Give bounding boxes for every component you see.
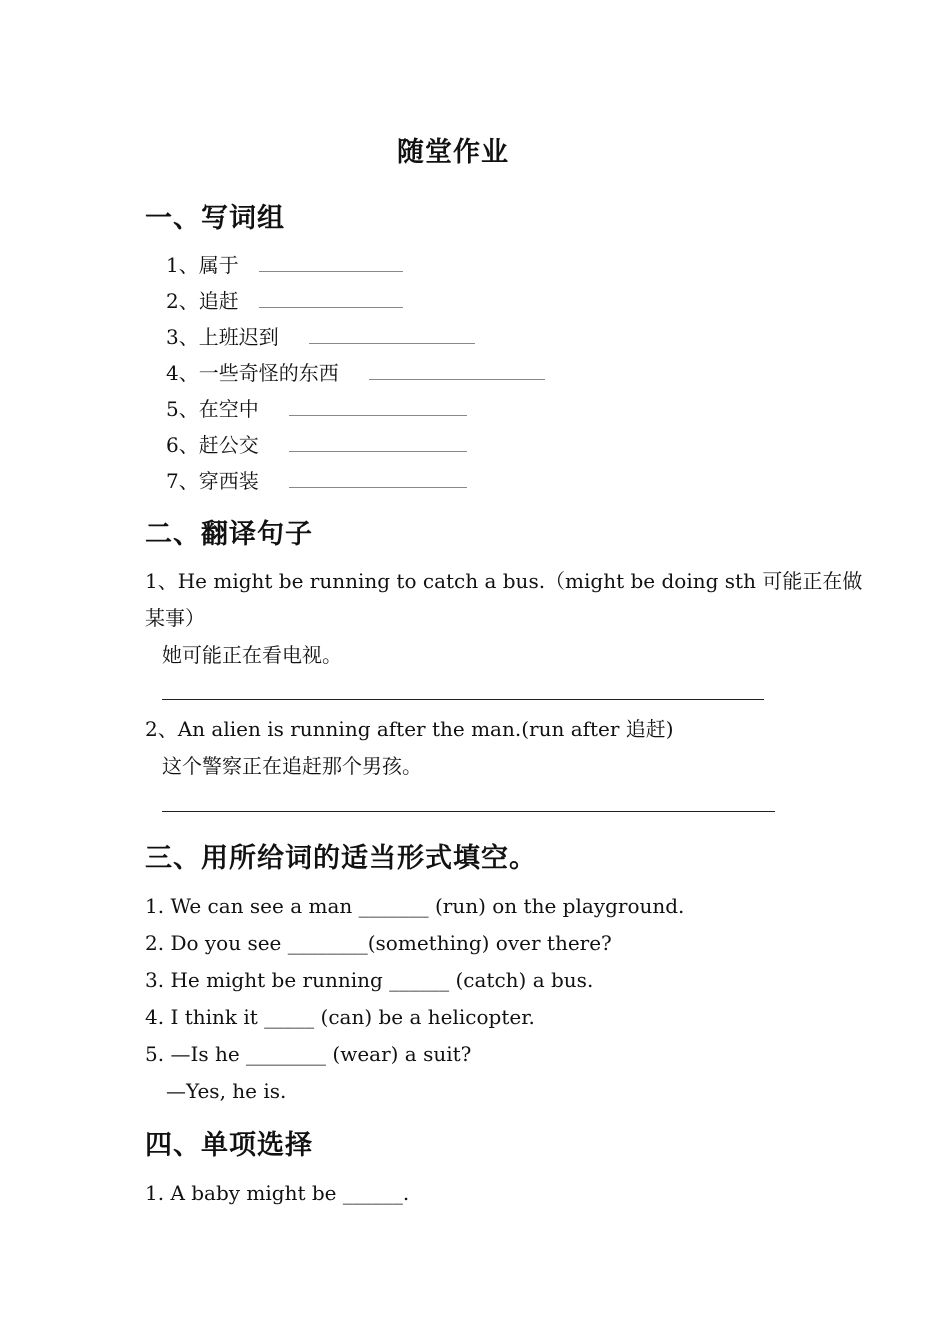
phrase-item-2 bbox=[166, 287, 403, 315]
section-heading-fill-in: 三、用所给词的适当形式填空。 bbox=[145, 843, 537, 874]
phrase-item-7 bbox=[166, 467, 467, 495]
phrase-item-1 bbox=[166, 251, 403, 279]
fill-item-1: 1. We can see a man _______ (run) on the playground. bbox=[145, 894, 685, 918]
answer-line[interactable] bbox=[162, 811, 775, 812]
phrase-item-6 bbox=[166, 431, 467, 459]
fill-item-3: 3. He might be running ______ (catch) a bus. bbox=[145, 968, 594, 992]
phrase-item-5 bbox=[166, 395, 467, 423]
phrase-item-label: 3、上班迟到 bbox=[166, 325, 279, 349]
answer-line[interactable] bbox=[162, 699, 764, 700]
fill-item-2: 2. Do you see ________(something) over there? bbox=[145, 931, 612, 955]
phrase-item-label: 5、在空中 bbox=[166, 397, 259, 421]
answer-blank[interactable] bbox=[259, 291, 403, 308]
translate-q2-line1: 2、An alien is running after the man.(run after 追赶) bbox=[145, 717, 674, 741]
phrase-item-4 bbox=[166, 359, 545, 387]
answer-blank[interactable] bbox=[259, 255, 403, 272]
translate-q1-line1: 1、He might be running to catch a bus.（might be doing sth 可能正在做 bbox=[145, 569, 863, 593]
page-title: 随堂作业 bbox=[397, 137, 509, 168]
section-heading-translate: 二、翻译句子 bbox=[145, 519, 313, 550]
phrase-item-label: 6、赶公交 bbox=[166, 433, 259, 457]
section-heading-phrases: 一、写词组 bbox=[145, 203, 285, 234]
phrase-item-3 bbox=[166, 323, 475, 351]
choice-item-1: 1. A baby might be ______. bbox=[145, 1181, 410, 1205]
section-heading-multiple-choice: 四、单项选择 bbox=[145, 1130, 313, 1161]
answer-blank[interactable] bbox=[309, 327, 475, 344]
answer-blank[interactable] bbox=[289, 471, 467, 488]
fill-item-5-answer: —Yes, he is. bbox=[166, 1079, 287, 1103]
phrase-item-label: 2、追赶 bbox=[166, 289, 239, 313]
fill-item-5: 5. —Is he ________ (wear) a suit? bbox=[145, 1042, 472, 1066]
translate-q1-line2: 某事） bbox=[145, 606, 205, 630]
fill-item-4: 4. I think it _____ (can) be a helicopter. bbox=[145, 1005, 535, 1029]
phrase-item-label: 1、属于 bbox=[166, 253, 239, 277]
translate-q2-prompt: 这个警察正在追赶那个男孩。 bbox=[162, 754, 422, 778]
translate-q1-prompt: 她可能正在看电视。 bbox=[162, 643, 342, 667]
phrase-item-label: 4、一些奇怪的东西 bbox=[166, 361, 339, 385]
phrase-item-label: 7、穿西装 bbox=[166, 469, 259, 493]
answer-blank[interactable] bbox=[289, 399, 467, 416]
answer-blank[interactable] bbox=[289, 435, 467, 452]
answer-blank[interactable] bbox=[369, 363, 545, 380]
